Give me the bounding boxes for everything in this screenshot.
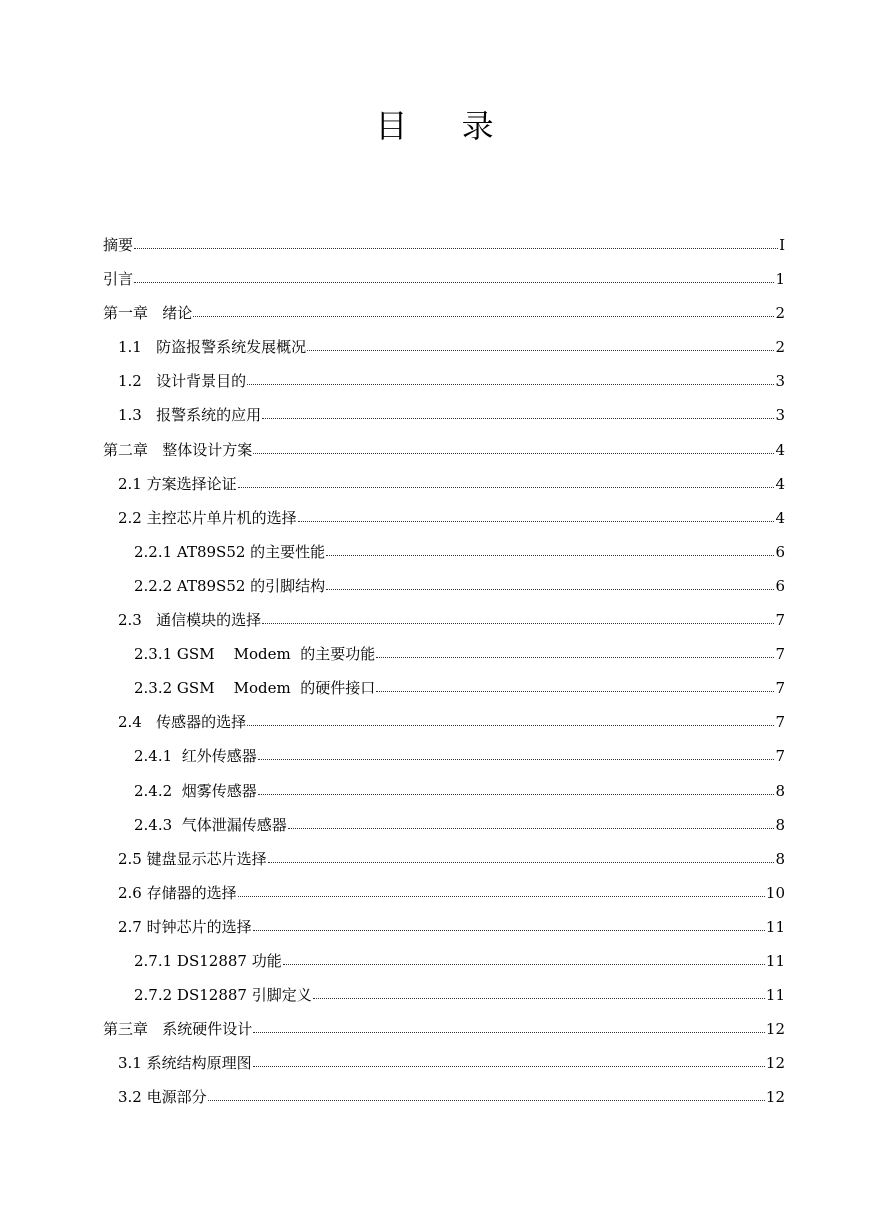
toc-entry-label: 3.1 系统结构原理图 bbox=[118, 1054, 252, 1073]
toc-entry-label: 2.2.2 AT89S52 的引脚结构 bbox=[134, 576, 326, 595]
toc-entry[interactable] bbox=[103, 705, 785, 739]
dot-leader bbox=[258, 758, 775, 760]
toc-entry[interactable] bbox=[103, 978, 785, 1012]
toc-entry-page-number: 4 bbox=[775, 440, 785, 459]
toc-entry-page-number: 7 bbox=[775, 747, 785, 766]
dot-leader bbox=[326, 554, 774, 556]
dot-leader bbox=[283, 963, 765, 965]
toc-entry-page-number: 11 bbox=[765, 917, 785, 936]
toc-entry[interactable] bbox=[103, 228, 785, 262]
dot-leader bbox=[253, 452, 774, 454]
toc-entry[interactable] bbox=[103, 774, 785, 808]
toc-entry-label: 1.1 防盗报警系统发展概况 bbox=[118, 338, 307, 357]
toc-entry-label: 摘要 bbox=[103, 236, 134, 254]
toc-entry-label: 2.2.1 AT89S52 的主要性能 bbox=[134, 542, 326, 561]
toc-entry[interactable] bbox=[103, 467, 785, 501]
dot-leader bbox=[307, 349, 774, 351]
toc-entry-label: 引言 bbox=[103, 270, 134, 289]
toc-entry-page-number: 11 bbox=[765, 951, 785, 970]
toc-entry-label: 2.2 主控芯片单片机的选择 bbox=[118, 508, 297, 527]
toc-entry[interactable] bbox=[103, 330, 785, 364]
toc-entry[interactable] bbox=[103, 398, 785, 432]
toc-entry-label: 3.2 电源部分 bbox=[118, 1088, 207, 1107]
dot-leader bbox=[288, 827, 775, 829]
toc-entry[interactable] bbox=[103, 739, 785, 773]
toc-title: 目 录 bbox=[375, 107, 516, 145]
toc-entry-page-number: 7 bbox=[775, 645, 785, 664]
dot-leader bbox=[238, 486, 775, 488]
toc-entry-label: 2.7.2 DS12887 引脚定义 bbox=[134, 986, 312, 1005]
toc-entry-label: 第二章 整体设计方案 bbox=[103, 440, 253, 459]
toc-entry-label: 2.4.3 气体泄漏传感器 bbox=[134, 815, 287, 834]
toc-entry[interactable] bbox=[103, 671, 785, 705]
toc-entry[interactable] bbox=[103, 1012, 785, 1046]
dot-leader bbox=[134, 281, 774, 283]
toc-entry-page-number: 4 bbox=[775, 474, 785, 493]
toc-entry-label: 2.5 键盘显示芯片选择 bbox=[118, 849, 267, 868]
dot-leader bbox=[208, 1099, 765, 1101]
toc-entry[interactable] bbox=[103, 296, 785, 330]
dot-leader bbox=[253, 929, 765, 931]
toc-entry-page-number: 1 bbox=[775, 270, 785, 289]
toc-entry-label: 1.2 设计背景目的 bbox=[118, 372, 247, 391]
dot-leader bbox=[258, 793, 775, 795]
toc-entry-page-number: I bbox=[779, 236, 785, 254]
toc-entry[interactable] bbox=[103, 910, 785, 944]
dot-leader bbox=[313, 997, 765, 999]
toc-entry-page-number: 12 bbox=[765, 1020, 785, 1039]
toc-entry-page-number: 11 bbox=[765, 986, 785, 1005]
toc-entry[interactable] bbox=[103, 364, 785, 398]
toc-entry-label: 2.3.2 GSM Modem 的硬件接口 bbox=[134, 679, 376, 698]
toc-entry-label: 2.4.2 烟雾传感器 bbox=[134, 781, 257, 800]
toc-entry[interactable] bbox=[103, 569, 785, 603]
toc-entry-label: 2.4.1 红外传感器 bbox=[134, 747, 257, 766]
toc-entry-label: 2.3.1 GSM Modem 的主要功能 bbox=[134, 645, 376, 664]
toc-entry[interactable] bbox=[103, 603, 785, 637]
toc-entry-page-number: 12 bbox=[765, 1054, 785, 1073]
toc-entry[interactable] bbox=[103, 262, 785, 296]
toc-entry[interactable] bbox=[103, 433, 785, 467]
toc-entry[interactable] bbox=[103, 535, 785, 569]
toc-entry-page-number: 4 bbox=[775, 508, 785, 527]
toc-entry-page-number: 2 bbox=[775, 304, 785, 323]
toc-entry-page-number: 6 bbox=[775, 542, 785, 561]
toc-entry-label: 1.3 报警系统的应用 bbox=[118, 406, 262, 425]
dot-leader bbox=[298, 520, 775, 522]
dot-leader bbox=[326, 588, 774, 590]
toc-entry-page-number: 12 bbox=[765, 1088, 785, 1107]
dot-leader bbox=[268, 861, 775, 863]
toc-entry-label: 2.6 存储器的选择 bbox=[118, 883, 237, 902]
toc-entry-page-number: 6 bbox=[775, 576, 785, 595]
toc-entry[interactable] bbox=[103, 501, 785, 535]
toc-entry-label: 2.7.1 DS12887 功能 bbox=[134, 951, 282, 970]
table-of-contents bbox=[103, 228, 785, 1114]
toc-entry-label: 2.1 方案选择论证 bbox=[118, 474, 237, 493]
toc-entry-page-number: 10 bbox=[765, 883, 785, 902]
toc-entry[interactable] bbox=[103, 637, 785, 671]
dot-leader bbox=[376, 690, 774, 692]
toc-entry-label: 2.3 通信模块的选择 bbox=[118, 611, 262, 630]
toc-entry-page-number: 2 bbox=[775, 338, 785, 357]
toc-entry-label: 2.7 时钟芯片的选择 bbox=[118, 917, 252, 936]
dot-leader bbox=[262, 622, 774, 624]
dot-leader bbox=[247, 383, 774, 385]
toc-entry[interactable] bbox=[103, 944, 785, 978]
toc-entry-page-number: 8 bbox=[775, 781, 785, 800]
toc-entry[interactable] bbox=[103, 1080, 785, 1114]
toc-entry[interactable] bbox=[103, 808, 785, 842]
toc-entry[interactable] bbox=[103, 876, 785, 910]
toc-entry-label: 第三章 系统硬件设计 bbox=[103, 1020, 253, 1039]
dot-leader bbox=[262, 417, 774, 419]
toc-entry-page-number: 7 bbox=[775, 679, 785, 698]
dot-leader bbox=[134, 247, 778, 249]
toc-entry-page-number: 3 bbox=[775, 372, 785, 391]
toc-entry-page-number: 7 bbox=[775, 713, 785, 732]
dot-leader bbox=[253, 1065, 765, 1067]
toc-entry[interactable] bbox=[103, 842, 785, 876]
toc-entry-page-number: 8 bbox=[775, 849, 785, 868]
toc-entry-page-number: 3 bbox=[775, 406, 785, 425]
dot-leader bbox=[238, 895, 765, 897]
toc-entry[interactable] bbox=[103, 1046, 785, 1080]
dot-leader bbox=[253, 1031, 765, 1033]
toc-entry-page-number: 7 bbox=[775, 611, 785, 630]
toc-entry-page-number: 8 bbox=[775, 815, 785, 834]
toc-entry-label: 第一章 绪论 bbox=[103, 304, 193, 323]
toc-entry-label: 2.4 传感器的选择 bbox=[118, 713, 247, 732]
dot-leader bbox=[376, 656, 774, 658]
dot-leader bbox=[193, 315, 774, 317]
dot-leader bbox=[247, 724, 774, 726]
